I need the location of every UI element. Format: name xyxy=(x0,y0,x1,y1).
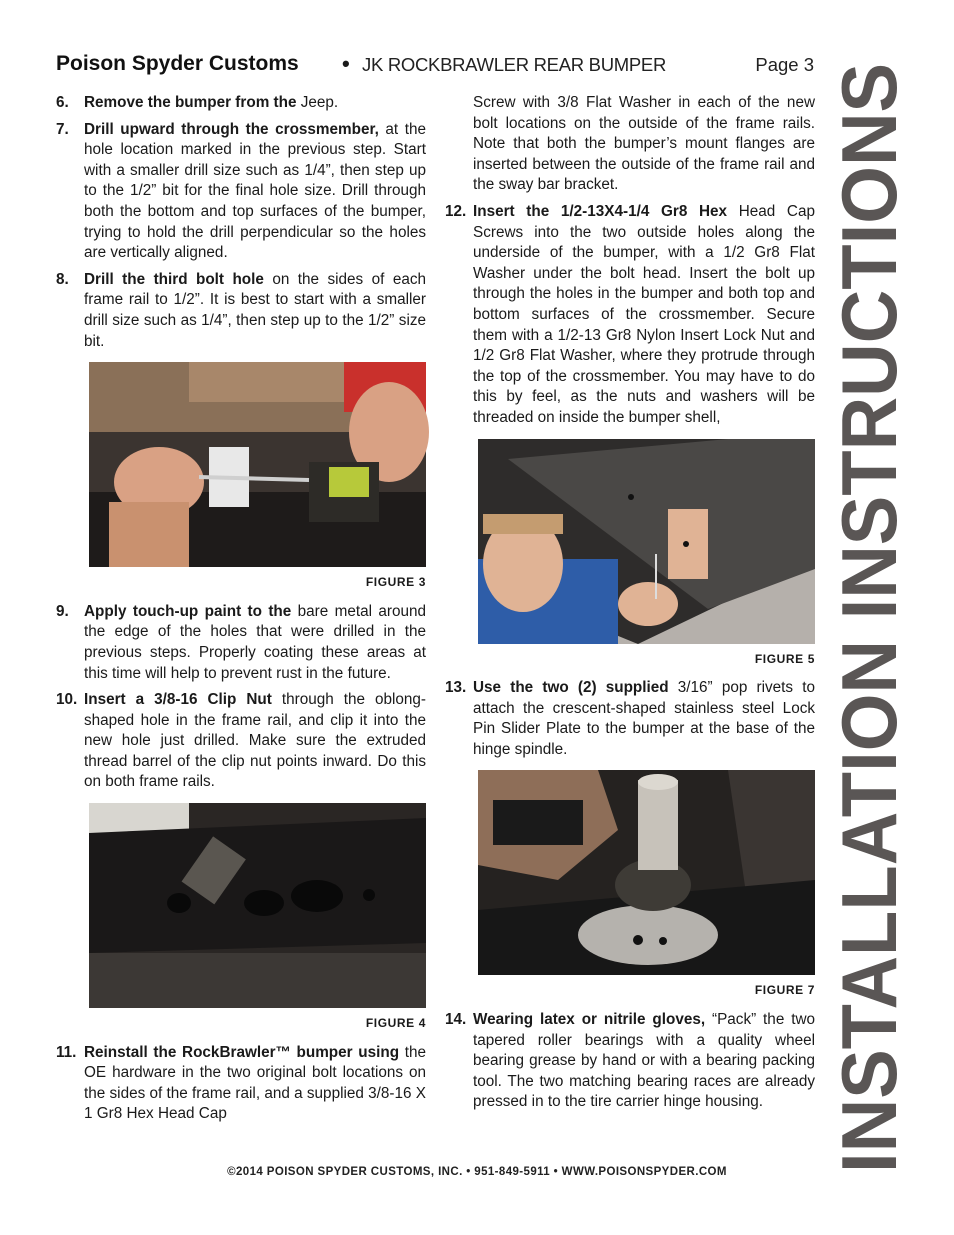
step-text: the OE hardware in the two original bolt locations on the sides of the frame rail, and a supplied 3/8-16 X 1 Gr8 Hex Head Cap xyxy=(84,1043,427,1123)
step-number: 9. xyxy=(56,602,69,620)
step-text: at the hole location marked in the previous step. Start with a smaller drill size such as 1/4”, then step up to the 1/2” bit for the final hole size. Drill through both the bottom and top surfaces of the bumper, trying to hold the drill perpendicular so the holes are vertically aligned. xyxy=(84,120,426,262)
step-14 xyxy=(445,1010,815,1113)
step-lead: Use the two (2) supplied xyxy=(473,679,669,697)
figure-5-caption: FIGURE 5 xyxy=(754,651,815,666)
step-number: 10. xyxy=(56,691,78,709)
step-10 xyxy=(56,690,426,793)
step-11 xyxy=(56,1043,426,1125)
figure-5-photo xyxy=(478,439,815,644)
step-text: “Pack” the two tapered roller bearings with a quality wheel bearing grease by hand or with a bearing packing tool. The two matching bearing races are already pressed in to the tire carrier hinge housing. xyxy=(473,1011,816,1111)
step-7 xyxy=(56,120,426,264)
step-text: Jeep. xyxy=(296,94,339,111)
step-text: bare metal around the edge of the holes that were drilled in the previous steps. Properly coating these areas at this time will help to prevent rust in the future. xyxy=(84,602,426,682)
step-text: 3/16” pop rivets to attach the crescent-shaped stainless steel Lock Pin Slider Plate to the bumper at the base of the hinge spindle. xyxy=(473,679,815,758)
page-number: Page 3 xyxy=(755,54,814,75)
banner-text: INSTALLATION INSTRUCTIONS xyxy=(825,5,913,1173)
figure-4 xyxy=(89,803,426,1034)
step-number: 8. xyxy=(56,270,69,288)
step-lead: Insert a 3/8-16 Clip Nut xyxy=(84,691,272,709)
step-number: 11. xyxy=(56,1043,77,1061)
step-text: through the oblong-shaped hole in the frame rail, and clip it into the new hole just drilled. Make sure the extruded thread barrel of the clip nut points inward. Do this on both frame rails. xyxy=(84,691,426,791)
page-footer: ©2014 POISON SPYDER CUSTOMS, INC. • 951-849-5911 • WWW.POISONSPYDER.COM xyxy=(227,1166,727,1178)
figure-4-photo xyxy=(89,803,426,1008)
figure-3 xyxy=(89,362,426,593)
figure-3-caption: FIGURE 3 xyxy=(365,575,426,590)
step-number: 14. xyxy=(445,1011,467,1029)
right-column xyxy=(445,93,815,1119)
step-lead: Insert the 1/2-13X4-1/4 Gr8 Hex xyxy=(473,202,728,220)
step-lead: Wearing latex or nitrile gloves, xyxy=(473,1011,706,1029)
step-text: Head Cap Screws into the two outside holes along the underside of the bumper, with a 1/2 Gr8 Flat Washer under the bolt head. Insert the bolt up through the holes in the bumper and both top and bottom surfaces of the crossmember. Secure them with a 1/2-13 Gr8 Nylon Insert Lock Nut and 1/2 Gr8 Flat Washer, where they protrude through the top of the crossmember. You may have to do this by feel, as the nuts and washers will be threaded on inside the bumper shell, xyxy=(473,202,815,426)
header-bullet: • xyxy=(342,51,350,76)
vertical-banner xyxy=(825,5,913,1176)
left-column xyxy=(56,93,426,1125)
figure-5 xyxy=(478,439,815,670)
step-13 xyxy=(445,678,815,760)
page-header xyxy=(56,52,816,82)
figure-7-caption: FIGURE 7 xyxy=(754,983,815,998)
figure-7-photo xyxy=(478,770,815,975)
step-12 xyxy=(445,202,815,429)
step-6 xyxy=(56,93,426,114)
figure-4-caption: FIGURE 4 xyxy=(365,1016,426,1031)
brand-name: Poison Spyder Customs xyxy=(56,52,299,75)
step-11-continued: Screw with 3/8 Flat Washer in each of the new bolt locations on the outside of the frame rails. Note that both the bumper’s mount flanges are inserted between the outside of the frame rail and the sway bar bracket. xyxy=(473,94,815,194)
step-number: 6. xyxy=(56,94,69,111)
step-lead: Remove the bumper from the xyxy=(84,94,297,111)
step-text: on the sides of each frame rail to 1/2”. It is best to start with a smaller drill size such as 1/4”, then step up to the 1/2” size bit. xyxy=(84,270,426,350)
figure-3-photo xyxy=(89,362,426,567)
step-lead: Reinstall the RockBrawler™ bumper using xyxy=(84,1043,400,1061)
step-9 xyxy=(56,602,426,684)
step-number: 7. xyxy=(56,120,69,138)
step-number: 13. xyxy=(445,679,467,697)
step-number: 12. xyxy=(445,202,467,220)
step-8 xyxy=(56,270,426,352)
step-lead: Drill upward through the crossmember, xyxy=(84,120,379,138)
document-title: JK ROCKBRAWLER REAR BUMPER xyxy=(362,54,667,75)
figure-7 xyxy=(478,770,815,1001)
step-lead: Apply touch-up paint to the xyxy=(84,602,292,620)
step-lead: Drill the third bolt hole xyxy=(84,270,264,288)
